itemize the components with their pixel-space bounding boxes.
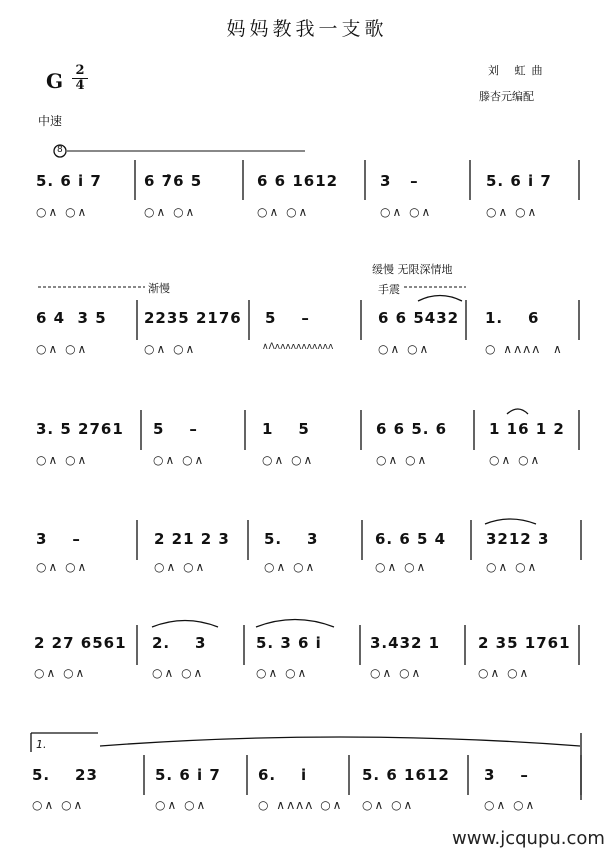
- row5-measure5-marks: ○∧ ○∧: [478, 666, 531, 680]
- row6-measure3-marks: ○ ∧ʌʌʌ ○∧: [258, 798, 344, 812]
- row2-measure1-notes: 6 4 3 5: [36, 309, 107, 327]
- row6-measure2-notes: 5. 6 i 7: [155, 766, 221, 784]
- site-watermark: www.jcqupu.com: [452, 828, 605, 849]
- row4-measure3-marks: ○∧ ○∧: [264, 560, 317, 574]
- row6-measure3-notes: 6. i: [258, 766, 308, 784]
- arranger-credit: 滕杏元编配: [479, 90, 534, 103]
- row4-measure1-notes: 3 –: [36, 530, 81, 548]
- row3-measure3-marks: ○∧ ○∧: [262, 453, 315, 467]
- row6-measure4-notes: 5. 6 1612: [362, 766, 450, 784]
- row5-measure3-marks: ○∧ ○∧: [256, 666, 309, 680]
- row5-measure2-notes: 2. 3: [152, 634, 207, 652]
- composer-credit: 刘 虹曲: [488, 64, 549, 77]
- time-signature-numerator: 2: [75, 63, 85, 78]
- row5-measure3-notes: 5. 3 6 i: [256, 634, 322, 652]
- row6-measure2-marks: ○∧ ○∧: [155, 798, 208, 812]
- row3-measure1-marks: ○∧ ○∧: [36, 453, 89, 467]
- circle-marker: [54, 145, 66, 157]
- row2-measure5-marks: ○ ∧ʌʌʌ ∧: [485, 342, 564, 356]
- row3-measure2-notes: 5 –: [153, 420, 198, 438]
- row5-measure5-notes: 2 35 1761: [478, 634, 571, 652]
- row4-measure2-marks: ○∧ ○∧: [154, 560, 207, 574]
- slur-5432: [418, 296, 462, 302]
- row3-measure3-notes: 1 5: [262, 420, 310, 438]
- row3-measure2-marks: ○∧ ○∧: [153, 453, 206, 467]
- row1-measure1-marks: ○∧ ○∧: [36, 205, 89, 219]
- row1-measure5-marks: ○∧ ○∧: [486, 205, 539, 219]
- row4-measure2-notes: 2 21 2 3: [154, 530, 230, 548]
- row6-measure1-marks: ○∧ ○∧: [32, 798, 85, 812]
- row1-measure4-marks: ○∧ ○∧: [380, 205, 433, 219]
- row3-measure5-notes: 1 16 1 2: [489, 420, 565, 438]
- volta-label: 1.: [36, 738, 47, 751]
- circle-mark-label: 8: [57, 145, 63, 155]
- row2-measure1-marks: ○∧ ○∧: [36, 342, 89, 356]
- row3-measure5-marks: ○∧ ○∧: [489, 453, 542, 467]
- tempo-marking: 中速: [38, 114, 63, 128]
- annotation-huanman: 缓慢 无限深情地: [372, 263, 453, 276]
- row5-measure1-notes: 2 27 6561: [34, 634, 127, 652]
- row2-measure2-marks: ○∧ ○∧: [144, 342, 197, 356]
- row2-measure4-marks: ○∧ ○∧: [378, 342, 431, 356]
- row5-measure4-marks: ○∧ ○∧: [370, 666, 423, 680]
- row4-measure4-marks: ○∧ ○∧: [375, 560, 428, 574]
- row1-measure3-notes: 6 6 1612: [257, 172, 339, 190]
- row6-measure5-marks: ○∧ ○∧: [484, 798, 537, 812]
- key-signature: G: [46, 69, 64, 93]
- annotation-jianman: 渐慢: [148, 282, 170, 295]
- row6-measure1-notes: 5. 23: [32, 766, 98, 784]
- row1-measure3-marks: ○∧ ○∧: [257, 205, 310, 219]
- barlines: [135, 160, 581, 795]
- row3-measure1-notes: 3. 5 2761: [36, 420, 124, 438]
- time-signature-denominator: 4: [72, 78, 88, 93]
- row3-measure4-marks: ○∧ ○∧: [376, 453, 429, 467]
- row5-measure1-marks: ○∧ ○∧: [34, 666, 87, 680]
- slur-16: [507, 409, 528, 414]
- row1-measure4-notes: 3 –: [380, 172, 419, 190]
- row4-measure1-marks: ○∧ ○∧: [36, 560, 89, 574]
- row2-measure5-notes: 1. 6: [485, 309, 540, 327]
- row4-measure5-marks: ○∧ ○∧: [486, 560, 539, 574]
- phrase-slur: [100, 737, 580, 746]
- row6-measure5-notes: 3 –: [484, 766, 529, 784]
- row1-measure2-notes: 6 7̇6 5: [144, 172, 203, 190]
- song-title: 妈妈教我一支歌: [226, 18, 388, 40]
- row2-measure3-marks: ∧Ʌʌʌʌʌʌʌʌʌʌʌʌ: [262, 342, 334, 352]
- row1-measure2-marks: ○∧ ○∧: [144, 205, 197, 219]
- row5-measure4-notes: 3.432 1: [370, 634, 441, 652]
- slur-2-3: [152, 621, 218, 628]
- row5-measure2-marks: ○∧ ○∧: [152, 666, 205, 680]
- annotation-shouzhen: 手震: [378, 283, 400, 296]
- slur-3212: [485, 519, 536, 524]
- row2-measure4-notes: 6 6 5432: [378, 309, 460, 327]
- row6-measure4-marks: ○∧ ○∧: [362, 798, 415, 812]
- row2-measure3-notes: 5 –: [265, 309, 310, 327]
- row4-measure3-notes: 5. 3: [264, 530, 319, 548]
- row3-measure4-notes: 6 6 5. 6: [376, 420, 448, 438]
- row4-measure4-notes: 6. 6 5 4: [375, 530, 447, 548]
- row1-measure5-notes: 5. 6 i 7: [486, 172, 552, 190]
- row2-measure2-notes: 2235 2176: [144, 309, 242, 327]
- row1-measure1-notes: 5. 6 i 7: [36, 172, 102, 190]
- row4-measure5-notes: 3212 3: [486, 530, 550, 548]
- slur-5-6i: [256, 620, 334, 628]
